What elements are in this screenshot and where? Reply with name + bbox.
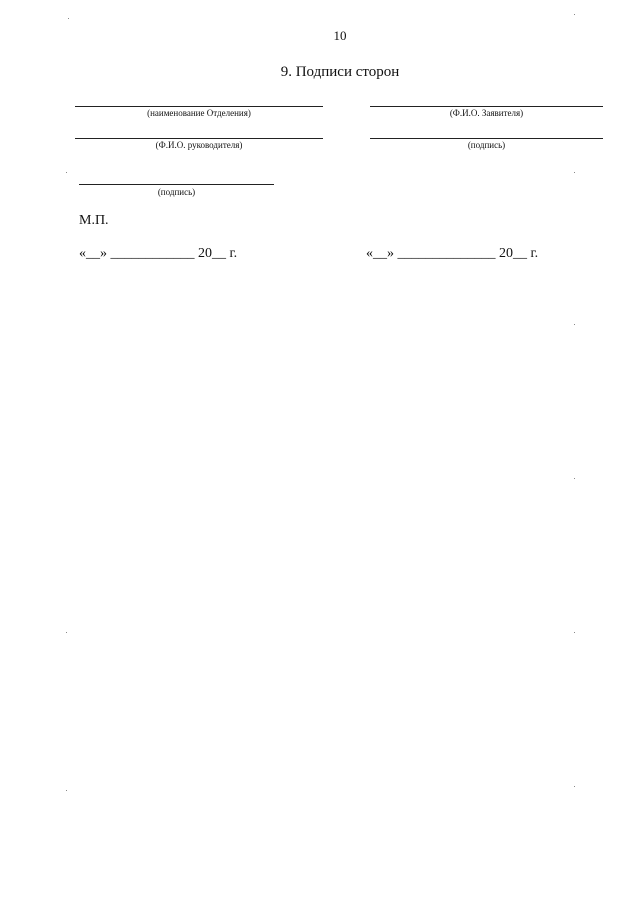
section-title: 9. Подписи сторон bbox=[280, 64, 400, 80]
head-name-field bbox=[75, 138, 323, 150]
scan-speck bbox=[574, 786, 575, 787]
department-name-caption: (наименование Отделения) bbox=[147, 108, 251, 118]
page-number: 10 bbox=[333, 28, 347, 43]
applicant-signature-field bbox=[370, 138, 603, 150]
applicant-name-caption: (Ф.И.О. Заявителя) bbox=[449, 108, 524, 118]
scan-speck bbox=[574, 478, 575, 479]
scan-speck bbox=[574, 14, 575, 15]
scan-speck bbox=[66, 632, 67, 633]
scan-speck bbox=[574, 172, 575, 173]
applicant-name-line bbox=[370, 106, 603, 107]
scan-speck bbox=[66, 172, 67, 173]
applicant-signature-line bbox=[370, 138, 603, 139]
head-signature-caption: (подпись) bbox=[157, 187, 196, 197]
left-date-line: «__» ____________ 20__ г. bbox=[79, 246, 238, 261]
scan-speck bbox=[68, 18, 69, 19]
head-name-caption: (Ф.И.О. руководителя) bbox=[155, 140, 243, 150]
department-name-line bbox=[75, 106, 323, 107]
department-name-field bbox=[75, 106, 323, 118]
applicant-signature-caption: (подпись) bbox=[467, 140, 506, 150]
seal-label: М.П. bbox=[79, 213, 109, 228]
scan-speck bbox=[574, 632, 575, 633]
head-signature-line bbox=[79, 184, 274, 185]
applicant-name-field bbox=[370, 106, 603, 118]
right-date-line: «__» ______________ 20__ г. bbox=[366, 246, 539, 261]
head-name-line bbox=[75, 138, 323, 139]
head-signature-field bbox=[79, 184, 274, 197]
scan-speck bbox=[574, 324, 575, 325]
scan-speck bbox=[66, 790, 67, 791]
